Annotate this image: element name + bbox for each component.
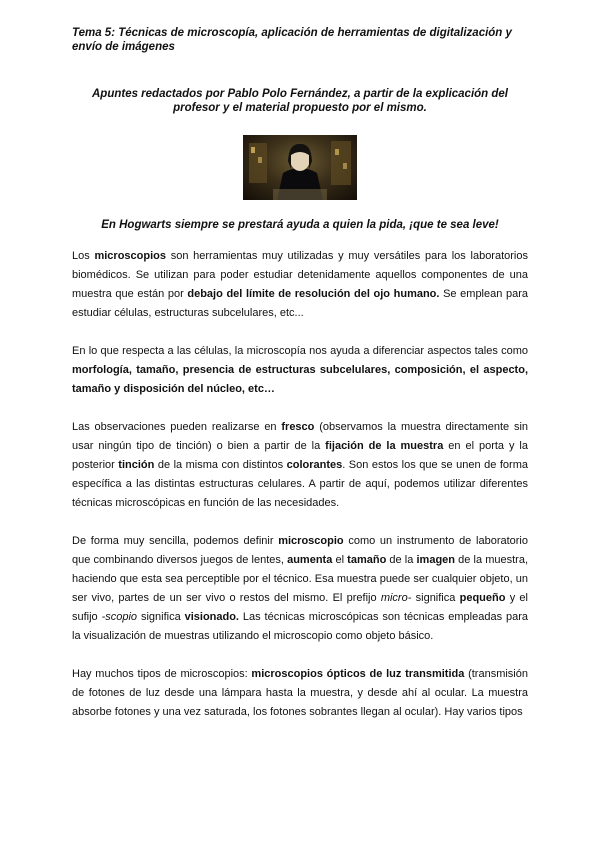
text-run: en el porta y la posterior	[72, 440, 528, 471]
professor-photo-illustration	[243, 135, 357, 200]
paragraph-5	[72, 665, 528, 722]
text-run: de la muestra, haciendo que esta sea perceptible por el técnico. Esa muestra puede ser cualquier objeto, un ser vivo, partes de un ser vivo o restos del mismo. El prefijo	[72, 554, 528, 604]
text-run: En lo que respecta a las células, la microscopía nos ayuda a diferenciar aspectos tales como	[72, 345, 528, 357]
text-run: De forma muy sencilla, podemos definir	[72, 535, 279, 547]
bold-run: pequeño	[459, 592, 506, 604]
paragraph-1	[72, 247, 528, 323]
italic-run: micro-	[380, 592, 412, 604]
bold-run: aumenta	[287, 554, 333, 566]
text-run: Las observaciones pueden realizarse en	[72, 421, 282, 433]
text-run: . Son estos los que se unen de forma específica a las distintas estructuras celulares. A partir de aquí, podemos utilizar diferentes técnicas microscópicas en función de las necesidades.	[72, 459, 528, 509]
italic-run: -scopio	[101, 611, 138, 623]
bold-run: tinción	[118, 459, 155, 471]
text-run: de la	[386, 554, 417, 566]
text-run: como un instrumento de laboratorio que combinando diversos juegos de lentes,	[72, 535, 528, 566]
text-run: significa	[411, 592, 460, 604]
bold-run: visionado.	[184, 611, 239, 623]
paragraph-3	[72, 418, 528, 513]
text-run: son herramientas muy utilizadas y muy versátiles para los laboratorios biomédicos. Se utilizan para poder estudiar detenidamente aquellos componentes de una muestra que están por	[72, 250, 528, 300]
text-run: Hay muchos tipos de microscopios:	[72, 668, 252, 680]
bold-run: tamaño	[347, 554, 387, 566]
text-run: el	[332, 554, 348, 566]
text-run: de la misma con distintos	[154, 459, 287, 471]
text-run: Se emplean para estudiar células, estructuras subcelulares, etc...	[72, 288, 528, 319]
bold-run: fresco	[281, 421, 315, 433]
bold-run: microscopios ópticos de luz transmitida	[251, 668, 465, 680]
document-body	[72, 247, 528, 741]
bold-run: fijación de la muestra	[325, 440, 444, 452]
bold-run: debajo del límite de resolución del ojo humano.	[187, 288, 440, 300]
bold-run: microscopio	[278, 535, 344, 547]
text-run: (transmisión de fotones de luz desde una lámpara hasta la muestra, y desde ahí al ocular. La muestra absorbe fotones y una vez saturada, los fotones sobrantes llegan al ocular). Hay varios tipos	[72, 668, 528, 718]
document-header: Tema 5: Técnicas de microscopía, aplicación de herramientas de digitalización y envío de imágenes	[72, 27, 512, 53]
text-run: significa	[137, 611, 185, 623]
paragraph-2	[72, 342, 528, 399]
motto-line: En Hogwarts siempre se prestará ayuda a quien la pida, ¡que te sea leve!	[101, 219, 499, 231]
bold-run: morfología, tamaño, presencia de estructuras subcelulares, composición, el aspecto, tamaño y disposición del núcleo, etc…	[72, 364, 528, 395]
professor-photo	[243, 135, 357, 200]
bold-run: microscopios	[94, 250, 166, 262]
paragraph-4	[72, 532, 528, 646]
bold-run: colorantes	[286, 459, 343, 471]
text-run: y el sufijo	[72, 592, 528, 623]
text-run: (observamos la muestra directamente sin usar ningún tipo de tinción) o bien a partir de la	[72, 421, 529, 452]
text-run: Los	[72, 250, 95, 262]
credits-line: Apuntes redactados por Pablo Polo Fernández, a partir de la explicación del profesor y el material propuesto por el mismo.	[91, 88, 509, 114]
text-run: Las técnicas microscópicas son técnicas empleadas para la visualización de muestras utilizando el microscopio como objeto básico.	[72, 611, 528, 642]
bold-run: imagen	[416, 554, 456, 566]
